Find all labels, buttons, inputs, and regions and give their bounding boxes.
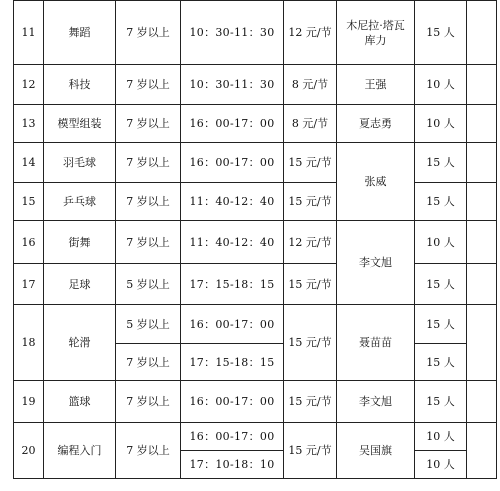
age-requirement: 5 岁以上: [116, 264, 181, 305]
price: 15 元/节: [284, 183, 337, 221]
class-time: 11：40-12：40: [181, 221, 284, 264]
teacher: 李文旭: [337, 221, 415, 305]
class-time: 16：00-17：00: [181, 305, 284, 344]
class-time: 10：30-11：30: [181, 1, 284, 65]
capacity: 10 人: [415, 221, 467, 264]
course-name: 轮滑: [44, 305, 116, 381]
blank-cell: [467, 143, 497, 183]
price: 15 元/节: [284, 264, 337, 305]
age-requirement: 7 岁以上: [116, 381, 181, 423]
table-row: [14, 1, 497, 65]
age-requirement: 7 岁以上: [116, 1, 181, 65]
blank-cell: [467, 221, 497, 264]
capacity: 15 人: [415, 381, 467, 423]
price: 15 元/节: [284, 423, 337, 479]
class-time: 16：00-17：00: [181, 105, 284, 143]
age-requirement: 7 岁以上: [116, 344, 181, 381]
row-index: 15: [14, 183, 44, 221]
table-row: [14, 183, 497, 221]
price: 15 元/节: [284, 381, 337, 423]
teacher: 聂苗苗: [337, 305, 415, 381]
capacity: 10 人: [415, 423, 467, 451]
price: 8 元/节: [284, 105, 337, 143]
table-row: [14, 264, 497, 305]
class-time: 16：00-17：00: [181, 423, 284, 451]
age-requirement: 7 岁以上: [116, 423, 181, 479]
capacity: 15 人: [415, 143, 467, 183]
teacher: 李文旭: [337, 381, 415, 423]
age-requirement: 7 岁以上: [116, 221, 181, 264]
age-requirement: 7 岁以上: [116, 143, 181, 183]
price: 8 元/节: [284, 65, 337, 105]
course-name: 篮球: [44, 381, 116, 423]
table-row: [14, 143, 497, 183]
row-index: 12: [14, 65, 44, 105]
blank-cell: [467, 264, 497, 305]
course-name: 乒乓球: [44, 183, 116, 221]
table-row: [14, 65, 497, 105]
price: 15 元/节: [284, 143, 337, 183]
age-requirement: 7 岁以上: [116, 65, 181, 105]
course-name: 科技: [44, 65, 116, 105]
teacher: 张威: [337, 143, 415, 221]
course-name: 编程入门: [44, 423, 116, 479]
row-index: 13: [14, 105, 44, 143]
capacity: 15 人: [415, 1, 467, 65]
capacity: 15 人: [415, 344, 467, 381]
age-requirement: 5 岁以上: [116, 305, 181, 344]
teacher: 吴国旗: [337, 423, 415, 479]
course-name: 舞蹈: [44, 1, 116, 65]
course-schedule-table: [13, 0, 497, 479]
blank-cell: [467, 423, 497, 479]
table-row: [14, 423, 497, 451]
capacity: 15 人: [415, 264, 467, 305]
class-time: 16：00-17：00: [181, 143, 284, 183]
age-requirement: 7 岁以上: [116, 105, 181, 143]
row-index: 11: [14, 1, 44, 65]
row-index: 19: [14, 381, 44, 423]
course-name: 足球: [44, 264, 116, 305]
table-row: [14, 105, 497, 143]
course-name: 模型组装: [44, 105, 116, 143]
blank-cell: [467, 105, 497, 143]
course-name: 街舞: [44, 221, 116, 264]
row-index: 18: [14, 305, 44, 381]
table-row: [14, 221, 497, 264]
row-index: 14: [14, 143, 44, 183]
class-time: 11：40-12：40: [181, 183, 284, 221]
table-row: [14, 305, 497, 344]
class-time: 16：00-17：00: [181, 381, 284, 423]
teacher: 王强: [337, 65, 415, 105]
class-time: 17：15-18：15: [181, 344, 284, 381]
blank-cell: [467, 305, 497, 381]
price: 12 元/节: [284, 221, 337, 264]
row-index: 16: [14, 221, 44, 264]
class-time: 17：10-18：10: [181, 451, 284, 479]
price: 12 元/节: [284, 1, 337, 65]
class-time: 17：15-18：15: [181, 264, 284, 305]
table-row: [14, 381, 497, 423]
price: 15 元/节: [284, 305, 337, 381]
class-time: 10：30-11：30: [181, 65, 284, 105]
capacity: 15 人: [415, 305, 467, 344]
row-index: 17: [14, 264, 44, 305]
capacity: 10 人: [415, 65, 467, 105]
capacity: 10 人: [415, 451, 467, 479]
blank-cell: [467, 381, 497, 423]
teacher: 夏志勇: [337, 105, 415, 143]
blank-cell: [467, 1, 497, 65]
course-name: 羽毛球: [44, 143, 116, 183]
blank-cell: [467, 65, 497, 105]
blank-cell: [467, 183, 497, 221]
row-index: 20: [14, 423, 44, 479]
teacher: 木尼拉·塔瓦库力: [337, 1, 415, 65]
age-requirement: 7 岁以上: [116, 183, 181, 221]
capacity: 10 人: [415, 105, 467, 143]
capacity: 15 人: [415, 183, 467, 221]
